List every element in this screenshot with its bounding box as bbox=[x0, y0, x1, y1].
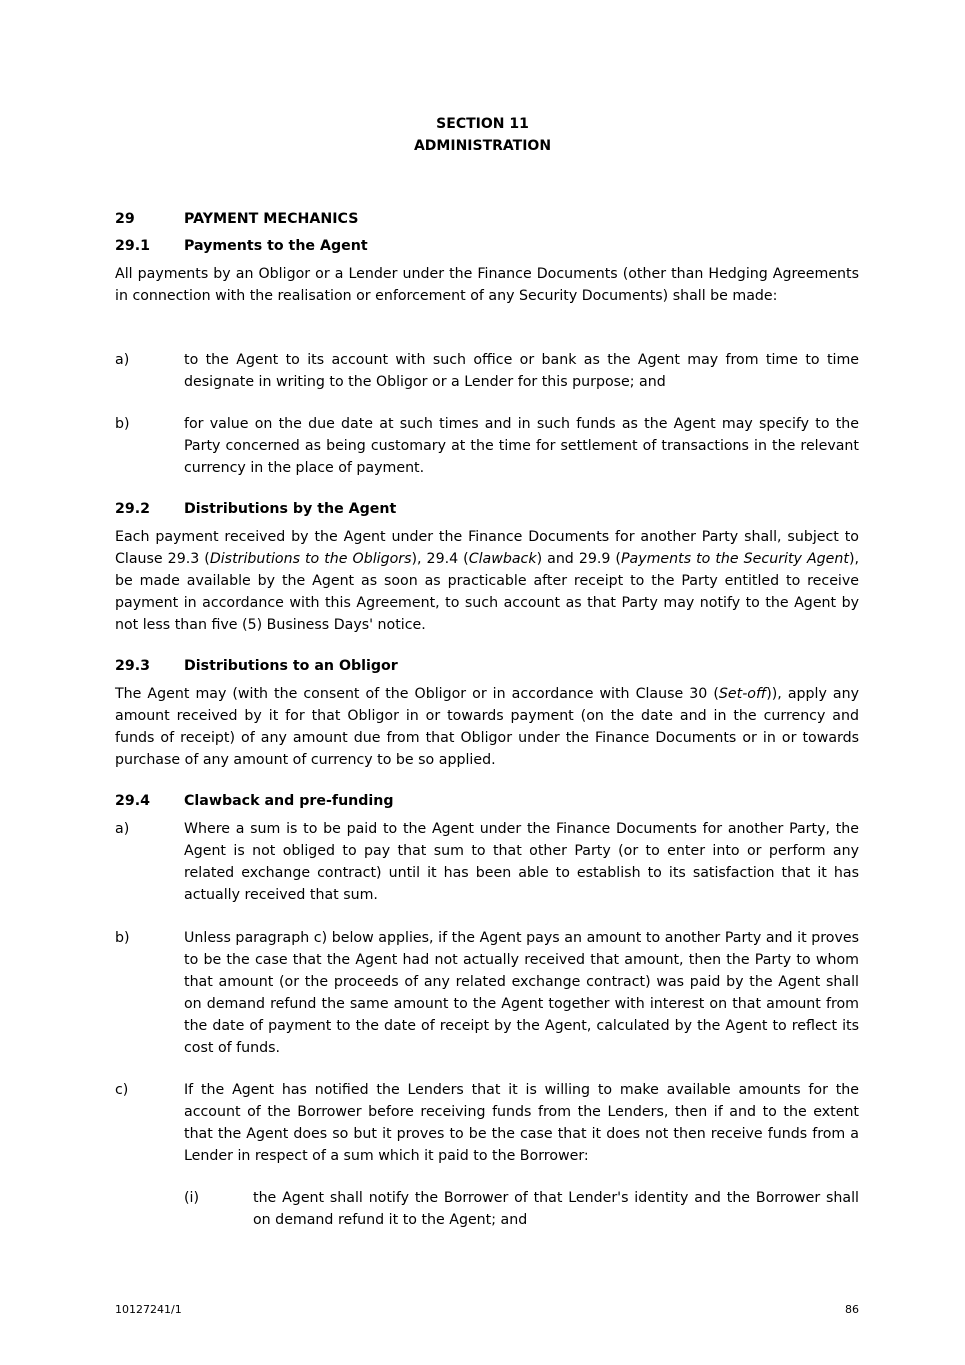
section-number: SECTION 11 bbox=[436, 116, 529, 132]
clause-29-4-item-a: Where a sum is to be paid to the Agent under the Finance Documents for another Party, the Agent is not obliged to pay that sum to that other Party (or to enter into or perform any related exchange contract) until it has been able to establish to its satisfaction that it has actually received that sum. bbox=[184, 821, 859, 903]
clause-29-2-heading bbox=[115, 501, 396, 517]
clause-29-4-heading bbox=[115, 793, 394, 809]
clause-title: Distributions to an Obligor bbox=[184, 658, 398, 674]
clause-number: 29.1 bbox=[115, 238, 151, 254]
clause-title: Distributions by the Agent bbox=[184, 501, 397, 517]
clause-29-3-heading bbox=[115, 658, 398, 674]
page-number: 86 bbox=[845, 1303, 859, 1316]
sub-item-label: (i) bbox=[184, 1190, 200, 1206]
text-run: Each payment received by the Agent under the Finance Documents for another Party shall, subject to Clause 29.3 ( bbox=[115, 529, 859, 567]
clause-number: 29.4 bbox=[115, 793, 151, 809]
clause-29-1-item-b: for value on the due date at such times and in such funds as the Agent may specify to the Party concerned as being customary at the time for settlement of transactions in the relevant currency in the place of payment. bbox=[184, 416, 859, 476]
item-label: a) bbox=[115, 821, 130, 837]
text-run: ), 29.4 ( bbox=[411, 551, 469, 567]
clause-number: 29 bbox=[115, 211, 135, 227]
clause-29-2-text bbox=[115, 526, 859, 636]
clause-reference: Payments to the Security Agent bbox=[620, 551, 849, 567]
section-title: ADMINISTRATION bbox=[413, 138, 552, 154]
clause-title: Clawback and pre-funding bbox=[184, 793, 394, 809]
clause-title: Payments to the Agent bbox=[184, 238, 368, 254]
text-run: )), apply any amount received by it for that Obligor in or towards payment (on the date and in the currency and funds of receipt) of any amount due from that Obligor under the Finance Documents or in or towards purchase of any amount of currency to be so applied. bbox=[115, 686, 859, 768]
clause-29-1-intro: All payments by an Obligor or a Lender under the Finance Documents (other than Hedging Agreements in connection with the realisation or enforcement of any Security Documents) shall be made: bbox=[115, 266, 859, 304]
text-run: The Agent may (with the consent of the Obligor or in accordance with Clause 30 ( bbox=[115, 686, 719, 702]
document-reference: 10127241/1 bbox=[115, 1303, 182, 1316]
clause-29-4-item-b: Unless paragraph c) below applies, if the Agent pays an amount to another Party and it proves to be the case that the Agent had not actually received that amount, then the Party to whom that amount (or the proceeds of any related exchange contract) was paid by the Agent shall on demand refund the same amount to the Agent together with interest on that amount from the date of payment to the date of receipt by the Agent, calculated by the Agent to reflect its cost of funds. bbox=[184, 930, 859, 1056]
clause-reference: Clawback bbox=[468, 551, 537, 567]
clause-number: 29.3 bbox=[115, 658, 151, 674]
text-run: ), be made available by the Agent as soon as practicable after receipt to the Party entitled to receive payment in accordance with this Agreement, to such account as that Party may notify to the Agent by not less than five (5) Business Days' notice. bbox=[115, 551, 859, 633]
clause-number: 29.2 bbox=[115, 501, 151, 517]
item-label: a) bbox=[115, 352, 130, 368]
clause-29-1-heading bbox=[115, 238, 368, 254]
clause-29-heading bbox=[115, 211, 358, 227]
item-label: b) bbox=[115, 416, 130, 432]
clause-29-4-item-c: If the Agent has notified the Lenders that it is willing to make available amounts for the account of the Borrower before receiving funds from the Lenders, then if and to the extent that the Agent does so but it proves to be the case that it does not then receive funds from a Lender in respect of a sum which it paid to the Borrower: bbox=[184, 1082, 859, 1164]
text-run: ) and 29.9 ( bbox=[536, 551, 621, 567]
clause-reference: Set-off bbox=[718, 686, 767, 702]
item-label: b) bbox=[115, 930, 130, 946]
clause-reference: Distributions to the Obligors bbox=[209, 551, 412, 567]
clause-29-1-item-a: to the Agent to its account with such office or bank as the Agent may from time to time designate in writing to the Obligor or a Lender for this purpose; and bbox=[184, 352, 859, 390]
clause-29-3-text bbox=[115, 683, 859, 771]
item-label: c) bbox=[115, 1082, 129, 1098]
clause-29-4-sub-item-i: the Agent shall notify the Borrower of that Lender's identity and the Borrower shall on demand refund it to the Agent; and bbox=[253, 1190, 859, 1228]
clause-title: PAYMENT MECHANICS bbox=[184, 211, 359, 227]
